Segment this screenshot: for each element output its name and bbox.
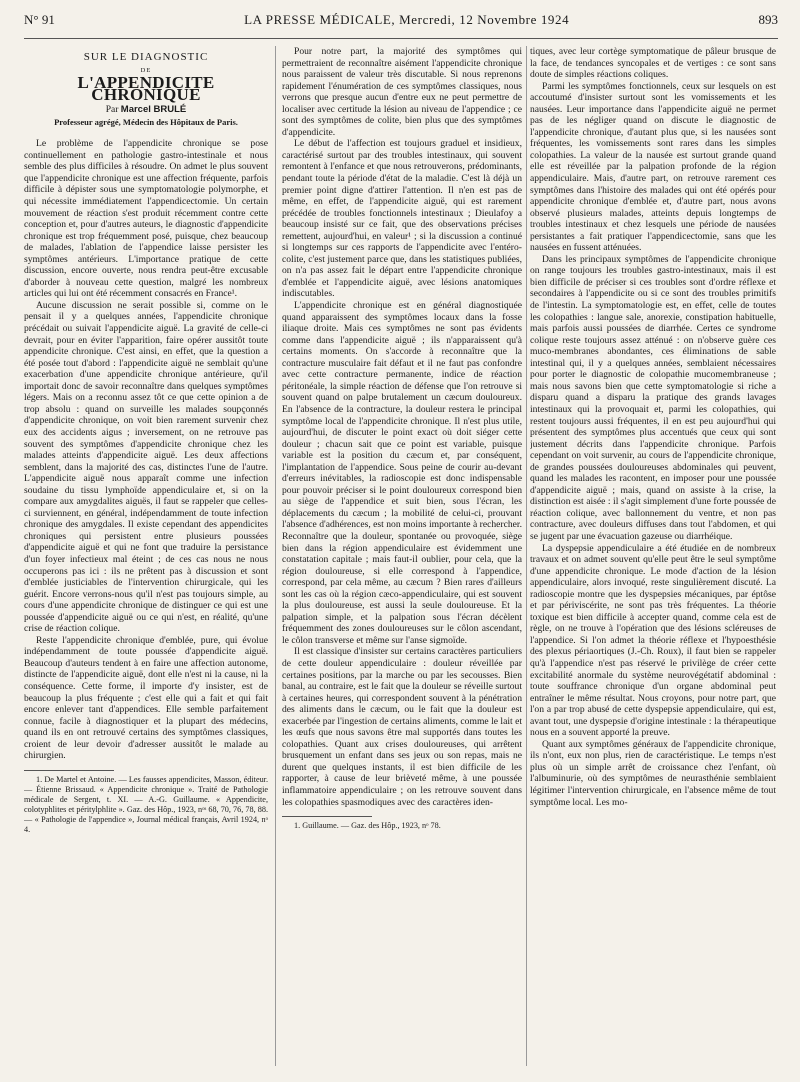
article-kicker: SUR LE DIAGNOSTIC (83, 51, 209, 63)
column-2 (282, 46, 522, 1074)
column-divider (526, 46, 527, 1066)
article-title: L'APPENDICITE CHRONIQUE (77, 73, 215, 104)
footnote: 1. Guillaume. — Gaz. des Hôp., 1923, nᵒ 78. (294, 821, 441, 831)
paragraph: La dyspepsie appendiculaire a été étudiée en de nombreux travaux et on admet souvent qu'elle peut être le seul symptôme d'une appendicite chronique. Le mode d'action de la lésion appendiculaire, alors invoqué, reste singulièrement discuté. La radioscopie montre que les dyspepsies mécaniques, par éptôse et par périviscérite, ne sont pas très fréquentes. La théorie toxique est bien difficile à accepter quand, comme cela est de règle, on ne trouve à l'opération que des lésions scléreuses de l'appendice. Si l'on admet la théorie réflexe et l'hypoesthésie des plexus périaortiques (J.-Ch. Roux), il faut bien se rappeler qu'à l'appendice n'est pas réservé le privilège de créer cette excitabilité anormale du système neurovégétatif abdominal : toute souffrance chronique d'un organe abdominal peut entraîner le même résultat. Nous croyons, pour notre part, que l'on a par trop abusé de cette dyspepsie appendiculaire, qui est, avant tout, une dyspepsie d'origine intestinale : la thérapeutique nous en a souvent apporté la preuve. (530, 542, 776, 739)
issue-number: N° 91 (24, 12, 55, 27)
column-3 (530, 46, 776, 1074)
footnote-rule (282, 816, 372, 817)
column-divider (275, 46, 276, 1066)
paragraph: Pour notre part, la majorité des symptômes qui permettraient de reconnaître aisément l'appendicite chronique nous paraissent de valeur très discutable. Si nous reprenons rapidement l'énumération de ces symptômes classiques, nous verrons que presque aucun d'entre eux ne peut permettre de localiser avec certitude la lésion au niveau de l'appendice ; ce sont des symptômes de colite, bien plus que des symptômes d'appendicite. (282, 46, 522, 138)
paragraph: Dans les principaux symptômes de l'appendicite chronique on range toujours les troubles gastro-intestinaux, mais il est bien difficile de préciser si ces troubles sont d'ordre réflexe et secondaires à l'appendicite ou si ce sont des troubles primitifs de l'intestin. La symptomatologie est, en effet, celle de toutes les colopathies : langue sale, anorexie, constipation habituelle, mais parfois aussi poussées de diarrhée. Certes ce syndrome colique reste toujours assez atténué : on n'observe guère ces muco-membranes abondantes, ces éliminations de sable intestinal qui, il y a quelques années, semblaient nécessaires pour porter le diagnostic de colopathie mucomembraneuse ; mais nous savons bien que cette symptomatologie si riche a disparu quand a disparu la pratique des grands lavages intestinaux qui la provoquait et, parmi les colopathies, qui restent toujours aussi fréquentes, il en est peu aujourd'hui qui présentent des symptômes plus accentués que ceux qui sont justement décrits dans l'appendicite chronique. Parfois cependant on voit survenir, au cours de l'appendicite chronique, de grandes poussées douloureuses abdominales qui peuvent, quand les malades les racontent, en imposer pour une poussée d'appendicite aiguë ; mais, quand on assiste à la crise, la distinction est aisée : il s'agit simplement d'une forte poussée de réaction colique, avec ballonnement du ventre, et non pas contracture, avec douleurs diffuses dans tout l'abdomen, et qui se jugent par une évacuation gazeuse ou diarrhéique. (530, 253, 776, 542)
journal-title: LA PRESSE MÉDICALE, Mercredi, 12 Novembre 1924 (244, 12, 570, 27)
page-number: 893 (758, 12, 778, 27)
article-heading (24, 52, 268, 128)
paragraph: Quant aux symptômes généraux de l'appendicite chronique, ils n'ont, eux non plus, rien de caractéristique. Le temps n'est plus où un simple arrêt de croissance chez l'enfant, où l'albuminurie, où des symptômes de neurasthénie semblaient légitimer l'intervention chirurgicale, en l'absence même de tout symptôme local. Les mo- (530, 738, 776, 808)
page-header (24, 12, 778, 39)
article-kicker-de: DE (140, 66, 152, 74)
footnote: 1. De Martel et Antoine. — Les fausses appendicites, Masson, éditeur. — Étienne Brissaud. « Appendicite chronique ». Traité de Pathologie médicale de Sergent, t. XI. — A.-G. Guillaume. « Appendicite, colotyphlites et péritylphlite ». Gaz. des Hôp., 1923, nᵒˢ 68, 70, 76, 78, 88. — « Pathologie de l'appendice », Journal médical français, Avril 1924, nᵒ 4. (24, 774, 268, 834)
paragraph: Le début de l'affection est toujours graduel et insidieux, caractérisé surtout par des troubles intestinaux, qui souvent remontent à l'enfance et que nous retrouverons, prédominants, pendant toute la période d'état de la maladie. C'est là déjà un premier point digne d'attirer l'attention. Il n'en est pas de même, en effet, de l'appendicite aiguë, qui est rarement précédée de troubles fonctionnels intestinaux ; Dieulafoy a beaucoup insisté sur ce fait, que des observations précises remettent, aujourd'hui, en valeur¹ ; si la discussion a continué si longtemps sur ces rapports de l'appendicite avec l'entéro-colite, c'est justement parce que, dans les statistiques publiées, on n'a pas assez fait le départ entre l'appendicite chronique d'emblée et l'appendicite aiguë, avec lésions anatomiques indiscutables. (282, 138, 522, 300)
byline-prefix: Par (105, 105, 119, 116)
paragraph: Le problème de l'appendicite chronique se pose continuellement en pathologie gastro-intestinale et nous semble des plus difficiles à résoudre. On admet le plus souvent que l'appendicite chronique est une affection fréquente, parfois difficile à dépister sous une symptomatologie polymorphe, et qui nécessite immédiatement l'appendicectomie. Un certain mouvement de réaction s'est produit récemment contre cette conception et, pour d'autres auteurs, le diagnostic d'appendicite chronique est trop fréquemment posé, puisque, chez beaucoup de malades, l'ablation de l'appendice laisse persister les symptômes antérieurs. L'importance pratique de cette discussion, encore ouverte, nous rendra peut-être excusable d'aborder à nouveau cette question, malgré les nombreux articles qui lui ont été récemment consacrés en France¹. (24, 138, 268, 300)
paragraph-continued: tiques, avec leur cortège symptomatique de pâleur brusque de la face, de tendances syncopales et de vertiges : ce sont sans doute de simples réactions coliques. (530, 46, 776, 81)
paragraph: Aucune discussion ne serait possible si, comme on le pensait il y a quelques années, l'appendicite chronique précédait ou suivait l'appendicite aiguë. La gravité de celle-ci devrait, pour en éviter l'apparition, faire opérer aussitôt toute appendicite chronique. C'est ainsi, en effet, que la question a été posée tout d'abord : l'appendicite aiguë ne semblait qu'une exacerbation d'une appendicite chronique antérieure, qu'il importait donc de savoir reconnaître dans quelques symptômes légers. Mais on a reconnu assez tôt ce que cette opinion a de trop absolu : quand on surveille les malades soupçonnés d'appendicite chronique, on voit bien rarement survenir chez eux des accidents aigus ; inversement, on ne retrouve pas souvent des symptômes d'appendicite chronique chez les malades atteints d'appendicite aiguë. Les deux affections semblent, dans la majorité des cas, distinctes l'une de l'autre. L'appendicite aiguë nous apparaît comme une infection soudaine du tissu lymphoïde appendiculaire et, si on la compare aux amygdalites aiguës, il faut se rappeler que celles-ci surviennent, en général, indépendamment de toute infection chronique des amygdales. Il existe cependant des appendicites chroniques qui persistent entre plusieurs poussées d'appendicite aiguë et qui ne font que traduire la persistance d'un foyer infectieux mal éteint ; de ces cas nous ne nous occuperons pas ici : ils ne prêtent pas à discussion et sont d'emblée justiciables de l'intervention chirurgicale, qui les guérit. Encore verrons-nous qu'il n'est pas toujours simple, au cours d'une appendicite chronique de distinguer ce qui est une poussée d'appendicite aiguë ou ce qui n'est, en réalité, qu'une crise de réaction colique. (24, 299, 268, 635)
footnote-rule (24, 770, 114, 771)
paragraph: L'appendicite chronique est en général diagnostiquée quand apparaissent des symptômes locaux dans la fosse iliaque droite. Mais ces symptômes ne sont pas évidents comme dans l'appendicite aiguë ; ils n'apparaissent qu'à certains moments. On s'accorde à reconnaître que la contracture musculaire fait défaut et il ne faut pas confondre avec cette contracture permanente, indice de réaction péritonéale, la simple réaction de défense que l'on retrouve si souvent quand on palpe brutalement un cæcum douloureux. En l'absence de la contracture, la douleur restera le principal symptôme local de l'appendicite chronique. Il n'est plus utile, aujourd'hui, de discuter le point exact où doit siéger cette douleur ; chacun sait que ce point est variable, puisque variable est la position du cæcum et, par conséquent, l'implantation de l'appendice. Sous peine de courir au-devant d'erreurs inévitables, la radioscopie est donc indispensable pour pouvoir préciser si le point douloureux correspond bien au siège de l'appendice et suit bien, sous l'écran, les déplacements du cæcum ; la mobilité de celui-ci, prouvant l'absence d'adhérences, est non moins importante à rechercher. Reconnaître que la douleur, spontanée ou provoquée, siège bien dans la région appendiculaire est évidemment une constatation capitale ; mais faut-il oublier, pour cela, que la région douloureuse, si elle correspond à l'appendice, correspond, par cela même, au cæcum ? Bien rares d'ailleurs sont les cas où la région cæco-appendiculaire, qui est souvent la plus douloureuse, est aussi la seule douloureuse. Et la palpation simple, et la palpation sous l'écran décèlent fréquemment des zones douloureuses sur le côlon ascendant, le côlon transverse et même sur l'anse sigmoïde. (282, 300, 522, 646)
author-affiliation: Professeur agrégé, Médecin des Hôpitaux de Paris. (54, 116, 238, 127)
author-name: Marcel BRULÉ (120, 104, 187, 116)
paragraph: Il est classique d'insister sur certains caractères particuliers de cette douleur appendiculaire : douleur réveillée par certaines positions, par la marche ou par les secousses. Bien banal, au contraire, est le fait que la douleur se réveille surtout à certaines heures, qui correspondent souvent à la pénétration des aliments dans le cæcum, ou le fait que la douleur est exacerbée par l'ingestion de certains aliments, comme le lait et les œufs que nous savons être mal supportés dans toutes les colopathies. Quant aux crises douloureuses, qui arrêtent brusquement un enfant dans ses jeux ou son repas, mais ne durent que quelques instants, il est bien difficile de les rapporter, à cause de leur brièveté même, à une poussée inflammatoire appendiculaire ; on les retrouve souvent dans les colopathies spasmodiques avec des caractères iden- (282, 646, 522, 808)
paragraph: Parmi les symptômes fonctionnels, ceux sur lesquels on est accoutumé d'insister surtout sont les vomissements et les nausées. Leur importance dans l'appendicite aiguë ne permet pas de les négliger quand on discute le diagnostic de l'appendicite chronique, d'autant plus que, si les nausées sont fréquentes, les vomissements sont rares dans les simples colopathies. La valeur de la nausée est surtout grande quand elle est réveillée par la palpation profonde de la région appendiculaire. Mais, d'autre part, on retrouve rarement ces symptômes dans l'histoire des malades qui ont été opérés pour appendicite chronique d'emblée et, d'autre part, nous avons observé plusieurs malades, atteints depuis longtemps de troubles intestinaux et chez lesquels une période de nausées persistantes a fait pratiquer l'appendicectomie, sans que les nausées en fussent atténuées. (530, 80, 776, 254)
paragraph: Reste l'appendicite chronique d'emblée, pure, qui évolue indépendamment de toute poussée d'appendicite aiguë. Beaucoup d'auteurs tendent à en faire une affection autonome, distincte de l'appendicite aiguë, dont elle n'est ni la cause, ni la conséquence. Cette forme, il importe d'y insister, est de beaucoup la plus fréquente ; c'est elle qui a fait et qui fait encore enlever tant d'appendices. Elle semble parfaitement connue, facile à diagnostiquer et la plupart des médecins, quand ils en ont retrouvé certains des symptômes classiques, croient de leur devoir d'adresser aussitôt le malade au chirurgien. (24, 634, 268, 762)
column-1 (24, 46, 268, 1074)
article-byline (24, 104, 268, 117)
